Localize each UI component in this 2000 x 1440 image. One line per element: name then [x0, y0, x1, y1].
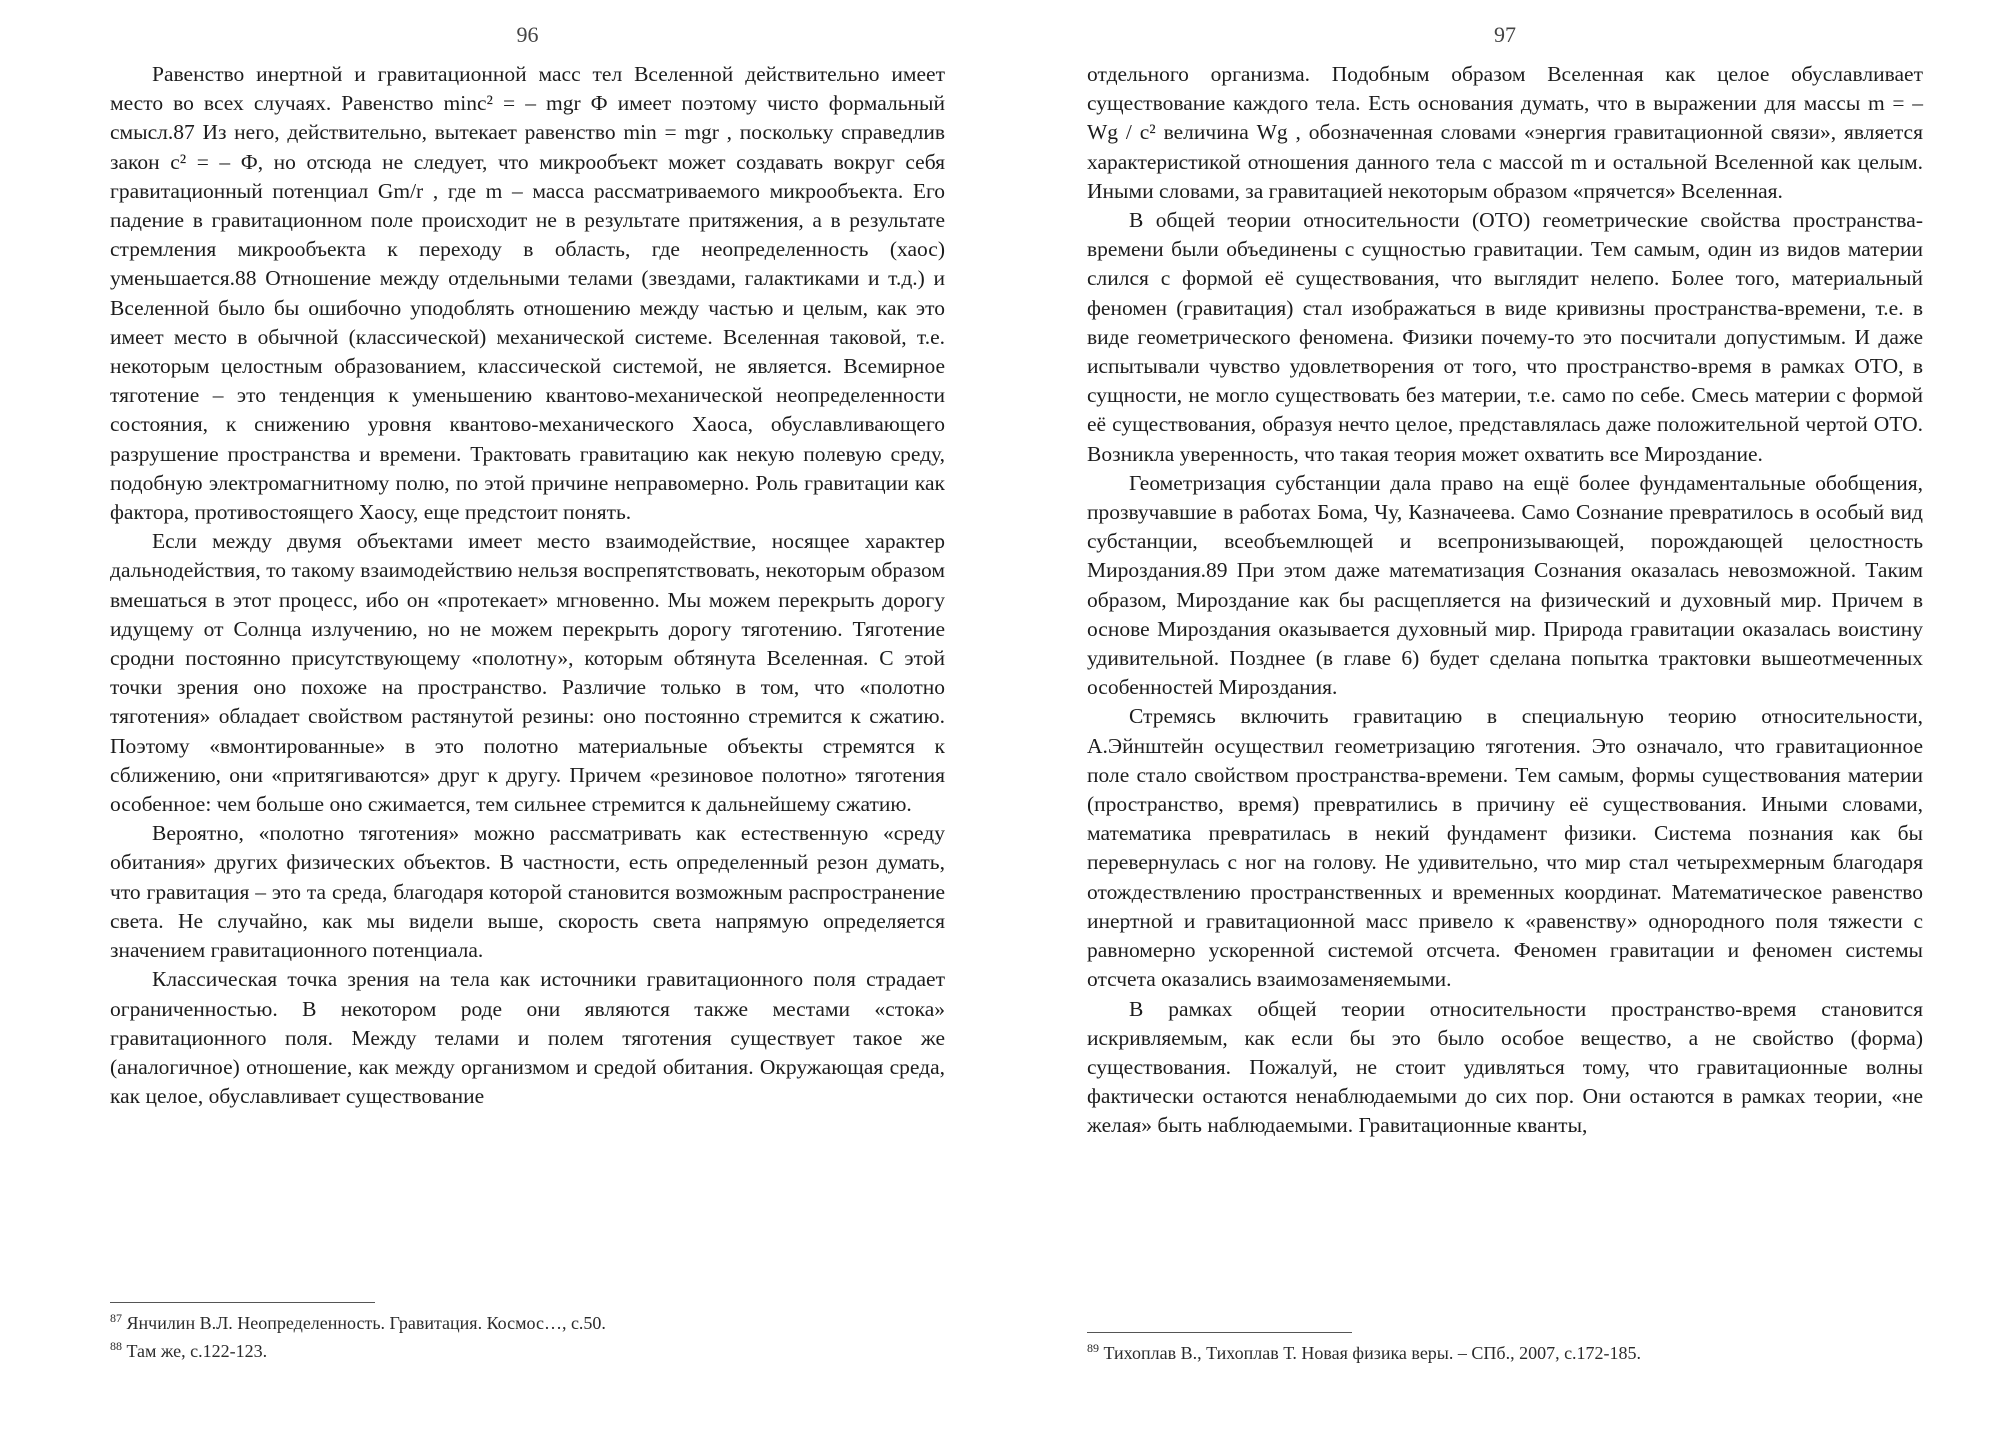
- paragraph: Геометризация субстанции дала право на ещё более фундаментальные обобщения, прозвучавшие в работах Бома, Чу, Казначеева. Само Сознание превратилось в особый вид субстанции, всеобъемлющей и всепронизывающей, порождающей целостность Мироздания.89 При этом даже математизация Сознания оказалась невозможной. Таким образом, Мироздание как бы расщепляется на физический и духовный мир. Причем в основе Мироздания оказывается духовный мир. Природа гравитации оказалась воистину удивительной. Позднее (в главе 6) будет сделана попытка трактовки вышеотмеченных особенностей Мироздания.: [1087, 470, 1923, 700]
- footnote: [110, 1307, 945, 1335]
- footnotes: [110, 1302, 945, 1363]
- footnote-text: Янчилин В.Л. Неопределенность. Гравитация. Космос…, с.50.: [126, 1313, 606, 1333]
- body-text: [110, 60, 945, 1111]
- footnotes: [1087, 1332, 1923, 1365]
- page-number: 96: [516, 22, 539, 47]
- paragraph: В общей теории относительности (ОТО) геометрические свойства пространства-времени были объединены с сущностью гравитации. Тем самым, один из видов материи слился с формой её существования, что выглядит нелепо. Более того, материальный феномен (гравитация) стал изображаться в виде кривизны пространства-времени, т.е. в виде геометрического феномена. Физики почему-то это посчитали допустимым. И даже испытывали чувство удовлетворения от того, что пространство-время в рамках ОТО, в сущности, не могло существовать без материи, т.е. само по себе. Смесь материи с формой её существования, образуя нечто целое, представлялась даже положительной чертой ОТО. Возникла уверенность, что такая теория может охватить все Мироздание.: [1087, 208, 1923, 466]
- footnote-divider: [1087, 1332, 1352, 1333]
- page-number: 97: [1494, 22, 1516, 47]
- paragraph: Равенство инертной и гравитационной масс тел Вселенной действительно имеет место во всех случаях. Равенство minc² = – mgr Ф имеет поэтому чисто формальный смысл.87 Из него, действительно, вытекает равенство min = mgr , поскольку справедлив закон c² = – Ф, но отсюда не следует, что микрообъект может создавать вокруг себя гравитационный потенциал Gm/r , где m – масса рассматриваемого микрообъекта. Его падение в гравитационном поле происходит не в результате притяжения, а в результате стремления микрообъекта к переходу в область, где неопределенность (хаос) уменьшается.88 Отношение между отдельными телами (звездами, галактиками и т.д.) и Вселенной было бы ошибочно уподоблять отношению между частью и целым, как это имеет место в обычной (классической) механической системе. Вселенная таковой, т.е. некоторым целостным образованием, классической системой, не является. Всемирное тяготение – это тенденция к уменьшению квантово-механической неопределенности состояния, к снижению уровня квантово-механического Хаоса, обуславливающего разрушение пространства и времени. Трактовать гравитацию как некую полевую среду, подобную электромагнитному полю, по этой причине неправомерно. Роль гравитации как фактора, противостоящего Хаосу, еще предстоит понять.: [110, 62, 945, 525]
- footnote-text: Там же, с.122-123.: [126, 1341, 268, 1361]
- footnote-divider: [110, 1302, 375, 1303]
- paragraph: В рамках общей теории относительности пространство-время становится искривляемым, как если бы это было особое вещество, а не свойство (форма) существования. Пожалуй, не стоит удивляться тому, что гравитационные волны фактически остаются ненаблюдаемыми до сих пор. Они остаются в рамках теории, «не желая» быть наблюдаемыми. Гравитационные кванты,: [1087, 996, 1923, 1138]
- footnote: [1087, 1337, 1923, 1365]
- left-page: [110, 0, 945, 1440]
- footnote-text: Тихоплав В., Тихоплав Т. Новая физика веры. – СПб., 2007, с.172-185.: [1103, 1343, 1642, 1363]
- paragraph: отдельного организма. Подобным образом Вселенная как целое обуславливает существование каждого тела. Есть основания думать, что в выражении для массы m = –Wg / c² величина Wg , обозначенная словами «энергия гравитационной связи», является характеристикой отношения данного тела с массой m и остальной Вселенной как целым. Иными словами, за гравитацией некоторым образом «прячется» Вселенная.: [1087, 62, 1923, 203]
- paragraph: Классическая точка зрения на тела как источники гравитационного поля страдает ограниченностью. В некотором роде они являются также местами «стока» гравитационного поля. Между телами и полем тяготения существует такое же (аналогичное) отношение, как между организмом и средой обитания. Окружающая среда, как целое, обуславливает существование: [110, 967, 945, 1109]
- footnote-mark: 89: [1087, 1341, 1099, 1355]
- footnote-mark: 88: [110, 1339, 122, 1353]
- paragraph: Стремясь включить гравитацию в специальную теорию относительности, А.Эйнштейн осуществил геометризацию тяготения. Это означало, что гравитационное поле стало свойством пространства-времени. Тем самым, формы существования материи (пространство, время) превратились в причину её существования. Иными словами, математика превратилась в некий фундамент физики. Система познания как бы перевернулась с ног на голову. Не удивительно, что мир стал четырехмерным благодаря отождествлению пространственных и временных координат. Математическое равенство инертной и гравитационной масс привело к «равенству» однородного поля тяжести с равномерно ускоренной системой отсчета. Феномен гравитации и феномен системы отсчета оказались взаимозаменяемыми.: [1087, 704, 1923, 992]
- right-page: [1087, 0, 1923, 1440]
- paragraph: Вероятно, «полотно тяготения» можно рассматривать как естественную «среду обитания» других физических объектов. В частности, есть определенный резон думать, что гравитация – это та среда, благодаря которой становится возможным распространение света. Не случайно, как мы видели выше, скорость света напрямую определяется значением гравитационного потенциала.: [110, 821, 945, 963]
- body-text: [1087, 60, 1923, 1141]
- footnote-mark: 87: [110, 1311, 122, 1325]
- paragraph: Если между двумя объектами имеет место взаимодействие, носящее характер дальнодействия, то такому взаимодействию нельзя воспрепятствовать, некоторым образом вмешаться в этот процесс, ибо он «протекает» мгновенно. Мы можем перекрыть дорогу идущему от Солнца излучению, но не можем перекрыть дорогу тяготению. Тяготение сродни постоянно присутствующему «полотну», которым обтянута Вселенная. С этой точки зрения оно похоже на пространство. Различие только в том, что «полотно тяготения» обладает свойством растянутой резины: оно постоянно стремится к сжатию. Поэтому «вмонтированные» в это полотно материальные объекты стремятся к сближению, они «притягиваются» друг к другу. Причем «резиновое полотно» тяготения особенное: чем больше оно сжимается, тем сильнее стремится к дальнейшему сжатию.: [110, 529, 945, 817]
- footnote: [110, 1335, 945, 1363]
